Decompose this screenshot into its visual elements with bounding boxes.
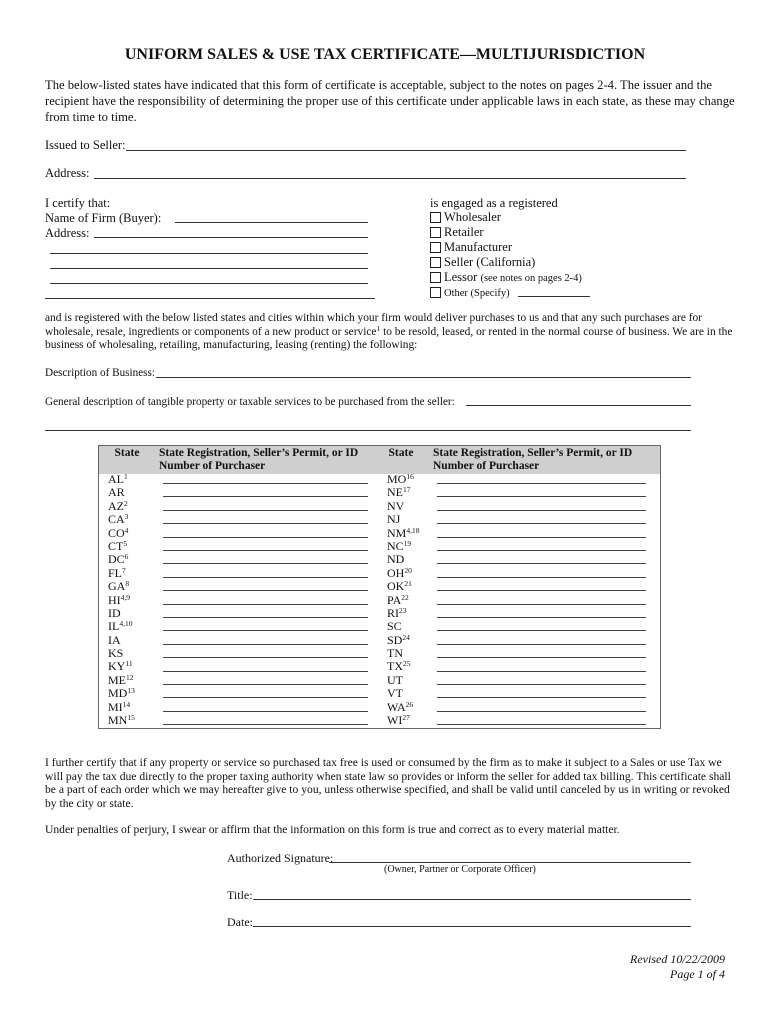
seller-address-field[interactable] (94, 178, 686, 179)
registration-field-nm[interactable] (437, 537, 646, 538)
perjury-statement: Under penalties of perjury, I swear or affirm that the information on this form is true and correct as to every material matter. (45, 823, 620, 836)
registration-field-ne[interactable] (437, 496, 646, 497)
firm-address-label: Address: (45, 226, 90, 240)
state-ut: UT (387, 672, 403, 687)
state-ok: OK$^{21}$ (387, 579, 412, 594)
state-tx: TX$^{25}$ (387, 659, 411, 674)
issued-to-field[interactable] (126, 150, 686, 151)
description-field[interactable] (156, 377, 691, 378)
registration-field-vt[interactable] (437, 697, 646, 698)
registration-field-il[interactable] (163, 630, 368, 631)
checkbox-icon[interactable] (430, 242, 441, 253)
state-nd: ND (387, 552, 405, 567)
date-label: Date: (227, 915, 253, 929)
firm-name-label: Name of Firm (Buyer): (45, 211, 162, 225)
registration-field-ct[interactable] (163, 550, 368, 551)
intro-paragraph: The below-listed states have indicated that this form of certificate is acceptable, subject to the notes on pages 2-4. The issuer and the recipient have the responsibility of determining the proper use of this certificate under applicable laws in each state, as these may change from time to time. (45, 78, 735, 124)
registration-field-co[interactable] (163, 537, 368, 538)
state-ga: $GA^8$ (108, 579, 130, 594)
option-manufacturer[interactable]: Manufacturer (430, 240, 512, 255)
state-md: MD$^{13}$ (108, 686, 135, 701)
state-al: $AL^1$ (108, 472, 128, 486)
description-label: Description of Business: (45, 367, 156, 379)
certify-label: I certify that: (45, 196, 111, 210)
other-specify-field[interactable] (518, 296, 590, 297)
revised-date: Revised 10/22/2009 (630, 952, 725, 966)
page-number: Page 1 of 4 (670, 967, 725, 981)
state-ia: IA (108, 632, 121, 647)
registration-field-ky[interactable] (163, 671, 368, 672)
checkbox-icon[interactable] (430, 272, 441, 283)
registration-field-md[interactable] (163, 697, 368, 698)
registration-field-az[interactable] (163, 510, 368, 511)
state-mo: MO$^{16}$ (387, 472, 414, 486)
col-header-registration-right: State Registration, Seller’s Permit, or ID Number of Purchaser (429, 446, 661, 475)
state-nv: NV (387, 498, 405, 513)
seller-address-label: Address: (45, 166, 90, 180)
engaged-label: is engaged as a registered (430, 196, 558, 210)
firm-name-field[interactable] (175, 222, 368, 223)
date-field[interactable] (253, 926, 691, 927)
registration-field-ut[interactable] (437, 684, 646, 685)
option-retailer[interactable]: Retailer (430, 225, 484, 240)
checkbox-icon[interactable] (430, 287, 441, 298)
general-description-field-1[interactable] (466, 405, 691, 406)
option-wholesaler[interactable]: Wholesaler (430, 210, 501, 225)
registration-field-sc[interactable] (437, 630, 646, 631)
checkbox-icon[interactable] (430, 257, 441, 268)
registration-field-nd[interactable] (437, 563, 646, 564)
registration-field-ok[interactable] (437, 590, 646, 591)
state-sc: SC (387, 619, 402, 634)
signature-note: (Owner, Partner or Corporate Officer) (384, 864, 536, 875)
signature-label: Authorized Signature: (227, 851, 334, 865)
general-description-field-2[interactable] (45, 430, 691, 431)
registration-field-mo[interactable] (437, 483, 646, 484)
state-wa: WA$^{26}$ (387, 699, 414, 714)
registration-field-mi[interactable] (163, 711, 368, 712)
state-az: $AZ^2$ (108, 498, 128, 513)
state-nc: NC$^{19}$ (387, 538, 412, 553)
option-other[interactable]: Other (Specify) (430, 285, 510, 301)
state-sd: SD$^{24}$ (387, 632, 410, 647)
registration-field-ga[interactable] (163, 590, 368, 591)
registration-field-ca[interactable] (163, 523, 368, 524)
firm-address-field-4[interactable] (50, 283, 368, 284)
registration-field-hi[interactable] (163, 604, 368, 605)
registration-field-tx[interactable] (437, 671, 646, 672)
state-nm: NM$^{4,18}$ (387, 525, 420, 540)
registration-field-pa[interactable] (437, 604, 646, 605)
registration-field-nv[interactable] (437, 510, 646, 511)
state-me: ME$^{12}$ (108, 672, 134, 687)
state-ri: RI$^{23}$ (387, 605, 407, 620)
signature-field[interactable] (329, 862, 691, 863)
option-lessor[interactable]: Lessor (see notes on pages 2-4) (430, 270, 582, 286)
registration-field-id[interactable] (163, 617, 368, 618)
state-ks: KS (108, 646, 124, 661)
registration-field-ks[interactable] (163, 657, 368, 658)
col-header-registration-left: State Registration, Seller’s Permit, or ID Number of Purchaser (155, 446, 373, 475)
left-state-list (108, 473, 135, 727)
state-wi: WI$^{27}$ (387, 713, 410, 728)
state-co: $CO^4$ (108, 525, 129, 540)
registration-field-ri[interactable] (437, 617, 646, 618)
registration-field-nc[interactable] (437, 550, 646, 551)
state-id: ID (108, 605, 121, 620)
state-fl: $FL^7$ (108, 565, 126, 580)
state-ar: AR (108, 485, 125, 500)
further-certify-paragraph: I further certify that if any property or service so purchased tax free is used or consumed by the firm as to make it subject to a Sales or use Tax we will pay the tax due directly to the proper taxing authority when state law so provides or inform the seller for added tax billing. This certificate shall be a part of each order which we may hereafter give to you, unless otherwise specified, and shall be valid until canceled by us in writing or revoked by the city or state. (45, 756, 731, 810)
registration-field-nj[interactable] (437, 523, 646, 524)
state-oh: OH$^{20}$ (387, 565, 412, 580)
col-header-state-right: State (373, 446, 429, 475)
title-label: Title: (227, 888, 253, 902)
registration-field-me[interactable] (163, 684, 368, 685)
firm-address-field-1[interactable] (94, 237, 368, 238)
state-ky: KY$^{11}$ (108, 659, 133, 674)
issued-to-label: Issued to Seller: (45, 138, 126, 152)
registered-paragraph: and is registered with the below listed states and cities within which your firm would deliver purchases to us and that any such purchases are for wholesale, resale, ingredients or components of a new product or service$^1$ to be resold, leased, or rented in the normal course of business. We are in the business of wholesaling, retailing, manufacturing, leasing (renting) the following: (45, 312, 733, 351)
firm-address-field-3[interactable] (50, 268, 368, 269)
registration-field-wi[interactable] (437, 724, 646, 725)
form-title: UNIFORM SALES & USE TAX CERTIFICATE—MULTIJURISDICTION (124, 46, 646, 63)
col-header-state-left: State (99, 446, 156, 475)
right-state-list (387, 473, 419, 727)
title-field[interactable] (253, 899, 691, 900)
state-nj: NJ (387, 512, 401, 527)
state-tn: TN (387, 646, 403, 661)
general-description-label: General description of tangible property or taxable services to be purchased from the seller: (45, 396, 455, 408)
registration-field-dc[interactable] (163, 563, 368, 564)
state-registration-table (98, 445, 661, 729)
registration-field-oh[interactable] (437, 577, 646, 578)
registration-field-fl[interactable] (163, 577, 368, 578)
option-seller-california[interactable]: Seller (California) (430, 255, 535, 270)
registration-field-sd[interactable] (437, 644, 646, 645)
registration-field-wa[interactable] (437, 711, 646, 712)
firm-address-field-5[interactable] (45, 298, 375, 299)
state-pa: PA$^{22}$ (387, 592, 409, 607)
registration-field-tn[interactable] (437, 657, 646, 658)
state-dc: $DC^6$ (108, 552, 129, 567)
state-hi: HI$^{4,9}$ (108, 592, 131, 607)
registration-field-mn[interactable] (163, 724, 368, 725)
registration-field-ia[interactable] (163, 644, 368, 645)
state-ca: $CA^3$ (108, 512, 129, 527)
checkbox-icon[interactable] (430, 227, 441, 238)
state-vt: VT (387, 686, 403, 701)
state-il: IL$^{4,10}$ (108, 619, 133, 634)
firm-address-field-2[interactable] (50, 253, 368, 254)
registration-field-al[interactable] (163, 483, 368, 484)
state-ne: NE$^{17}$ (387, 485, 411, 500)
state-mi: MI$^{14}$ (108, 699, 131, 714)
registration-field-ar[interactable] (163, 496, 368, 497)
state-ct: $CT^5$ (108, 538, 128, 553)
state-mn: MN$^{15}$ (108, 713, 135, 728)
checkbox-icon[interactable] (430, 212, 441, 223)
